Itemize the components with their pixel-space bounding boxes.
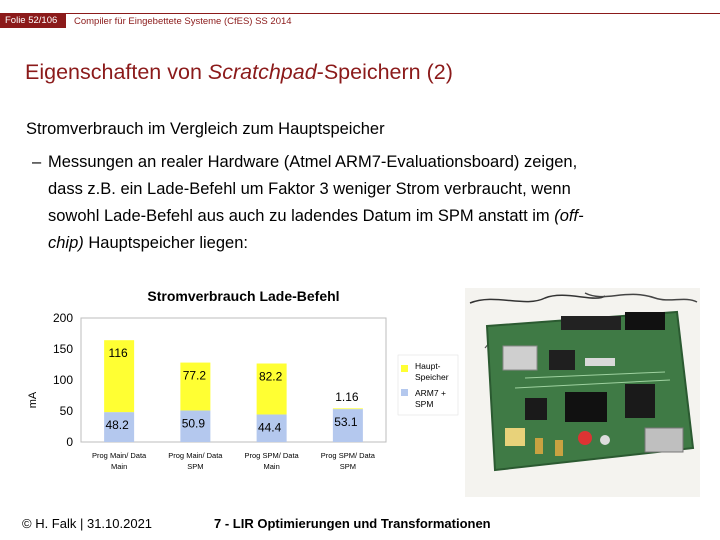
data-label: 44.4 (257, 420, 282, 435)
bullet-line (48, 203, 584, 230)
bullet-text (48, 149, 584, 257)
bullet-line: Messungen an realer Hardware (Atmel ARM7-Evaluationsboard) zeigen, (48, 153, 578, 171)
slide-header (0, 0, 720, 30)
y-axis-label: mA (27, 391, 39, 409)
x-tick-label: Main (263, 462, 280, 471)
footer-author-date: © H. Falk | 31.10.2021 (22, 516, 153, 531)
x-tick-label: SPM (339, 462, 357, 471)
bullet-line-text: Hauptspeicher liegen: (83, 234, 248, 252)
data-label: 77.2 (182, 368, 207, 383)
data-label: 50.9 (181, 416, 206, 431)
x-tick-label: Prog Main/ Data (92, 451, 147, 460)
title-prefix: Eigenschaften von (25, 60, 208, 84)
data-label: 53.1 (334, 415, 358, 430)
y-tick-label: 150 (52, 342, 73, 356)
data-label: 116 (108, 346, 128, 361)
bullet-line-italic: (off- (554, 207, 584, 225)
legend-label: Speicher (415, 372, 449, 382)
x-tick-label: Main (110, 462, 128, 471)
chart-title: Stromverbrauch Lade-Befehl (147, 288, 340, 304)
bullet-line-text: sowohl Lade-Befehl aus auch zu ladendes Datum im SPM anstatt im (48, 207, 555, 225)
title-emphasis: Scratchpad (207, 60, 317, 84)
x-tick-label: Prog Main/ Data (168, 451, 223, 460)
footer-chapter: 7 - LIR Optimierungen und Transformationen (214, 516, 491, 531)
legend-swatch-spm (401, 389, 408, 396)
evaluation-board-photo (465, 288, 700, 497)
current-consumption-chart (26, 283, 460, 483)
data-label: 1.16 (335, 390, 359, 405)
bullet-dash: – (32, 153, 42, 171)
legend-label: SPM (415, 399, 434, 409)
bullet-line: dass z.B. ein Lade-Befehl um Faktor 3 weniger Strom verbraucht, wenn (48, 180, 571, 198)
bullet-line (48, 230, 584, 257)
bullet-line-italic: chip) (48, 234, 84, 252)
x-tick-label: Prog SPM/ Data (320, 451, 375, 460)
x-tick-label: SPM (187, 462, 204, 471)
title-suffix: -Speichern (2) (316, 60, 453, 84)
y-tick-label: 50 (59, 404, 73, 418)
bar-main-memory-segment (333, 408, 363, 409)
legend-label: ARM7 + (415, 388, 446, 398)
legend-label: Haupt- (415, 361, 441, 371)
data-label: 48.2 (105, 418, 129, 433)
y-tick-label: 0 (66, 435, 73, 449)
slide-title (25, 60, 453, 85)
y-tick-label: 200 (52, 311, 73, 325)
legend-swatch-main-memory (401, 365, 408, 372)
y-tick-label: 100 (52, 373, 73, 387)
course-title: Compiler für Eingebettete Systeme (CfES) SS 2014 (74, 16, 292, 27)
data-label: 82.2 (258, 369, 283, 384)
x-tick-label: Prog SPM/ Data (244, 451, 299, 460)
content-heading: Stromverbrauch im Vergleich zum Hauptspeicher (26, 120, 385, 138)
slide-counter: Folie 52/106 (0, 13, 66, 28)
